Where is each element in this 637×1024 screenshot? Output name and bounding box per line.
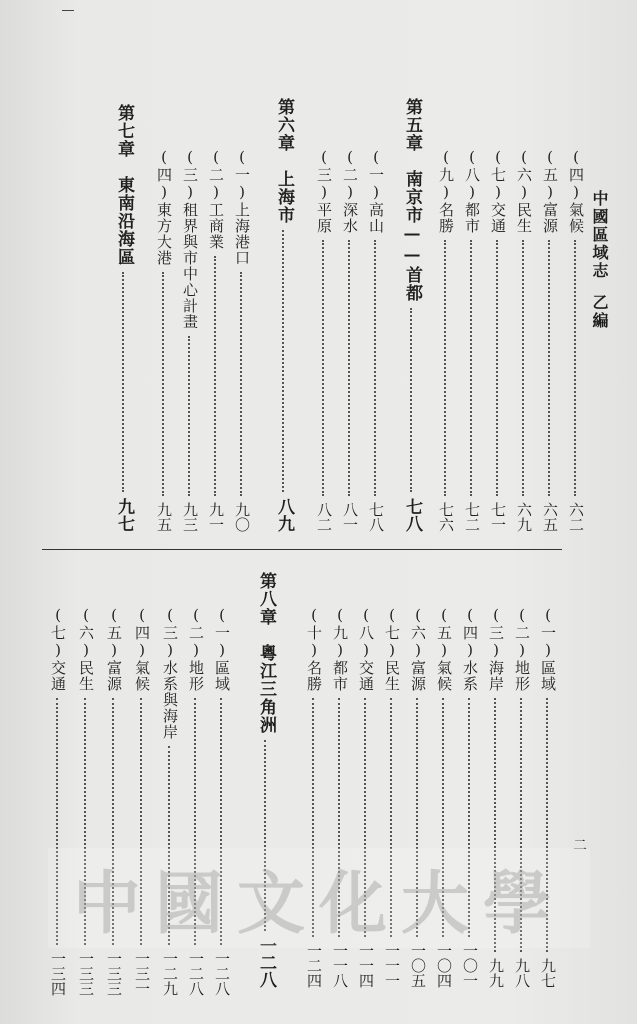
toc-entry-title: (八)交通 [357, 606, 375, 692]
toc-chapter-title: 第七章 東南沿海區 [114, 104, 134, 266]
toc-chapter-page: 一二八 [256, 937, 276, 988]
toc-entry-page: 一三一 [133, 951, 151, 996]
toc-chapter-title: 第六章 上海市 [274, 98, 294, 224]
toc-entry-title: (十)名勝 [305, 606, 323, 692]
book-header [588, 190, 611, 330]
toc-entry-page: 六五 [541, 502, 559, 532]
toc-leader [122, 272, 126, 492]
toc-chapter [402, 98, 422, 532]
toc-entry-page: 一二八 [213, 951, 231, 996]
toc-entry-title: (四)東方大港 [155, 148, 173, 266]
toc-entry-title: (一)上海港口 [233, 148, 251, 266]
toc-entry-title: (四)水系 [461, 606, 479, 692]
toc-entry-title: (四)氣候 [567, 148, 585, 234]
toc-entry-title: (三)海岸 [487, 606, 505, 692]
toc-entry [462, 148, 482, 532]
toc-entry-page: 一一一 [383, 943, 401, 988]
toc-entry-page: 一一四 [357, 943, 375, 988]
toc-entry-title: (六)民生 [515, 148, 533, 234]
toc-entry-title: (一)區域 [539, 606, 557, 692]
toc-entry-page: 七一 [489, 502, 507, 532]
toc-entry-title: (五)富源 [105, 606, 123, 692]
toc-entry-page: 一三三 [77, 951, 95, 996]
toc-entry-title: (四)氣候 [133, 606, 151, 692]
toc-entry [340, 148, 360, 532]
toc-entry-page: 一〇一 [461, 943, 479, 988]
toc-entry-title: (六)富源 [409, 606, 427, 692]
toc-chapter-title: 第五章 南京市——首都 [402, 98, 422, 302]
book-part: 乙編 [590, 294, 609, 330]
toc-entry-title: (六)民生 [77, 606, 95, 692]
toc-entry-page: 一二四 [305, 943, 323, 988]
toc-leader [214, 256, 218, 496]
toc-chapter-page: 九七 [114, 498, 134, 532]
toc-leader [470, 240, 474, 496]
toc-entry-page: 九〇 [233, 502, 251, 532]
toc-entry-title: (二)工商業 [207, 148, 225, 250]
toc-entry-page: 一二九 [161, 951, 179, 996]
toc-entry-page: 一三四 [49, 951, 67, 996]
toc-leader [322, 240, 326, 496]
toc-entry-title: (七)交通 [49, 606, 67, 692]
toc-entry-page: 九八 [513, 958, 531, 988]
toc-leader [162, 272, 166, 496]
toc-entry [314, 148, 334, 532]
toc-entry-title: (八)都市 [463, 148, 481, 234]
toc-entry-page: 九三 [181, 502, 199, 532]
toc-entry [154, 148, 174, 532]
toc-leader [574, 240, 578, 496]
toc-entry-title: (九)都市 [331, 606, 349, 692]
toc-entry-title: (三)平原 [315, 148, 333, 234]
toc-entry-page: 一〇四 [435, 943, 453, 988]
toc-leader [522, 240, 526, 496]
toc-entry-title: (九)名勝 [437, 148, 455, 234]
toc-entry-title: (一)高山 [367, 148, 385, 234]
toc-leader [444, 240, 448, 496]
page-mark [62, 10, 74, 11]
toc-entry-title: (二)地形 [513, 606, 531, 692]
toc-entry-page: 八二 [315, 502, 333, 532]
toc-leader [282, 230, 286, 492]
toc-entry-page: 九一 [207, 502, 225, 532]
toc-entry-page: 八一 [341, 502, 359, 532]
toc-entry [514, 148, 534, 532]
toc-entry [540, 148, 560, 532]
toc-entry-title: (三)租界與市中心計畫 [181, 148, 199, 330]
toc-entry-title: (三)水系與海岸 [161, 606, 179, 740]
toc-leader [548, 240, 552, 496]
toc-entry-page: 六九 [515, 502, 533, 532]
toc-entry-page: 七八 [367, 502, 385, 532]
toc-entry-page: 一二八 [187, 951, 205, 996]
toc-entry-title: (二)地形 [187, 606, 205, 692]
toc-leader [240, 272, 244, 496]
toc-leader [348, 240, 352, 496]
toc-entry-page: 一一八 [331, 943, 349, 988]
toc-leader [374, 240, 378, 496]
toc-entry-page: 六二 [567, 502, 585, 532]
toc-entry-page: 一〇五 [409, 943, 427, 988]
page-number: 二 [573, 838, 587, 854]
toc-chapter-title: 第八章 粵江三角洲 [256, 572, 276, 734]
watermark: 中國文化大學 [48, 848, 590, 948]
toc-entry-page: 九九 [487, 958, 505, 988]
toc-entry-title: (七)交通 [489, 148, 507, 234]
toc-leader [188, 336, 192, 496]
section-divider [42, 549, 562, 550]
toc-leader [496, 240, 500, 496]
toc-entry-title: (五)氣候 [435, 606, 453, 692]
toc-entry-title: (五)富源 [541, 148, 559, 234]
book-title: 中國區域志 [590, 190, 609, 280]
toc-chapter [274, 98, 294, 532]
toc-entry-page: 七六 [437, 502, 455, 532]
toc-chapter-page: 八九 [274, 498, 294, 532]
toc-entry [488, 148, 508, 532]
toc-entry-page: 九七 [539, 958, 557, 988]
toc-entry [566, 148, 586, 532]
toc-entry-page: 七二 [463, 502, 481, 532]
toc-entry [366, 148, 386, 532]
toc-entry-page: 九五 [155, 502, 173, 532]
toc-entry [232, 148, 252, 532]
toc-entry-title: (一)區域 [213, 606, 231, 692]
toc-entry [180, 148, 200, 532]
toc-chapter [114, 104, 134, 532]
toc-entry-title: (七)民生 [383, 606, 401, 692]
toc-entry [206, 148, 226, 532]
toc-entry [436, 148, 456, 532]
toc-leader [410, 308, 414, 492]
toc-entry-page: 一三三 [105, 951, 123, 996]
toc-entry-title: (二)深水 [341, 148, 359, 234]
toc-chapter-page: 七八 [402, 498, 422, 532]
